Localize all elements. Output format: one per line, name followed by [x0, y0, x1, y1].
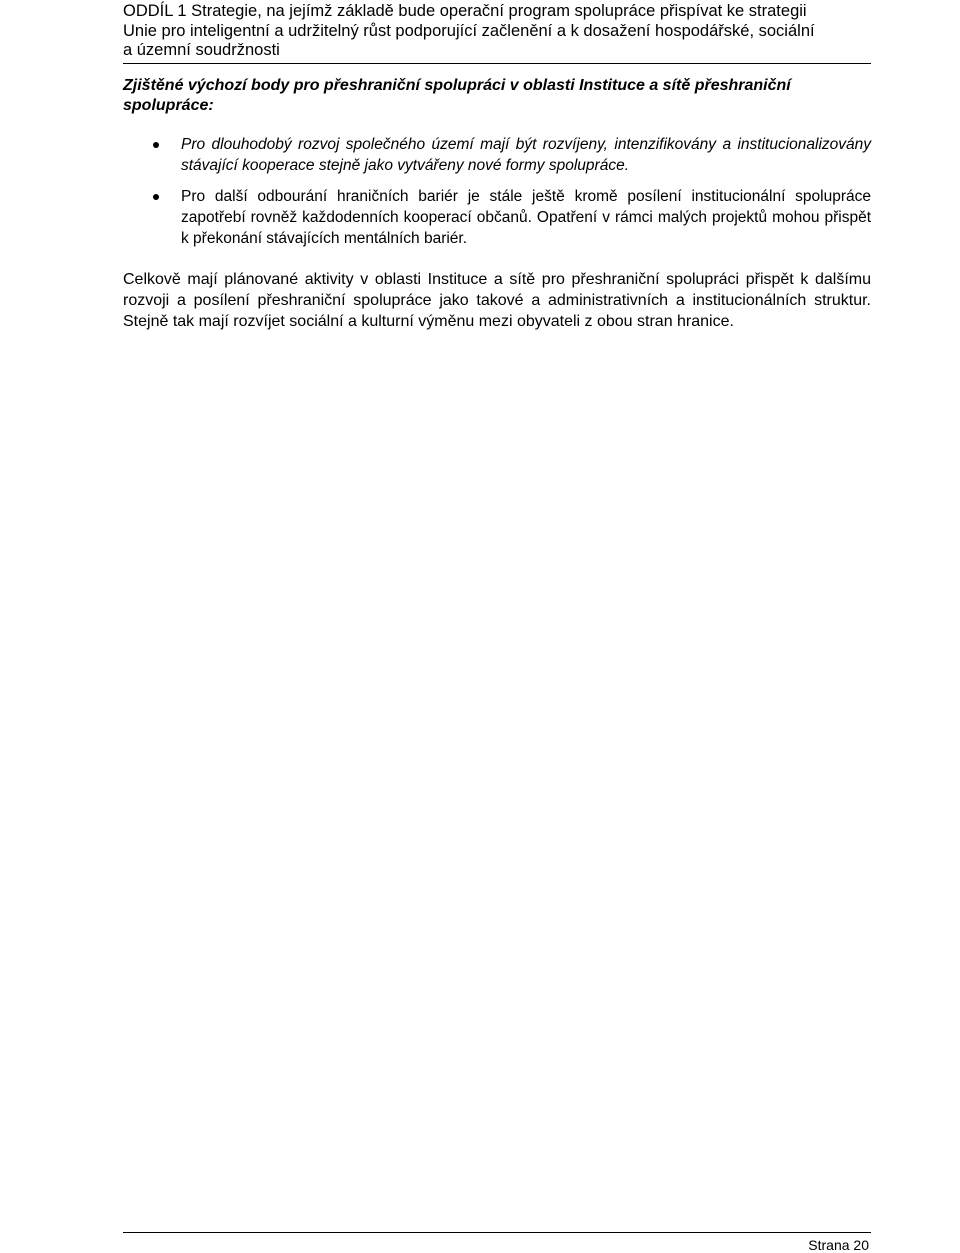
- bullet-icon: [153, 142, 159, 148]
- page-number: Strana 20: [808, 1237, 869, 1253]
- bullet-item: [123, 186, 871, 249]
- bullet-text: Pro dlouhodobý rozvoj společného území mají být rozvíjeny, intenzifikovány a institucionalizovány stávající kooperace stejně jako vytvářeny nové formy spolupráce.: [181, 136, 871, 174]
- header-line-2: Unie pro inteligentní a udržitelný růst podporující začlenění a k dosažení hospodářské, sociální: [123, 21, 815, 40]
- header-line-3: a územní soudržnosti: [123, 41, 280, 59]
- bullet-item: [123, 134, 871, 176]
- bullet-text: Pro další odbourání hraničních bariér je stále ještě kromě posílení institucionální spolupráce zapotřebí rovněž každodenních kooperací občanů. Opatření v rámci malých projektů mohou přispět k překonání stávajících mentálních bariér.: [181, 188, 871, 247]
- bullet-list: [123, 134, 871, 259]
- footer-divider: [123, 1232, 871, 1233]
- section-header: [123, 2, 871, 64]
- header-line-1: ODDÍL 1 Strategie, na jejímž základě bude operační program spolupráce přispívat ke strategii: [123, 2, 807, 20]
- section-heading: Zjištěné výchozí body pro přeshraniční spolupráci v oblasti Instituce a sítě přeshraniční spolupráce:: [123, 77, 791, 114]
- bullet-icon: [153, 194, 159, 200]
- conclusion-paragraph: Celkově mají plánované aktivity v oblasti Instituce a sítě pro přeshraniční spolupráci přispět k dalšímu rozvoji a posílení přeshraniční spolupráce jako takové a administrativních a institucionálních struktur. Stejně tak mají rozvíjet sociální a kulturní výměnu mezi obyvateli z obou stran hranice.: [123, 271, 871, 330]
